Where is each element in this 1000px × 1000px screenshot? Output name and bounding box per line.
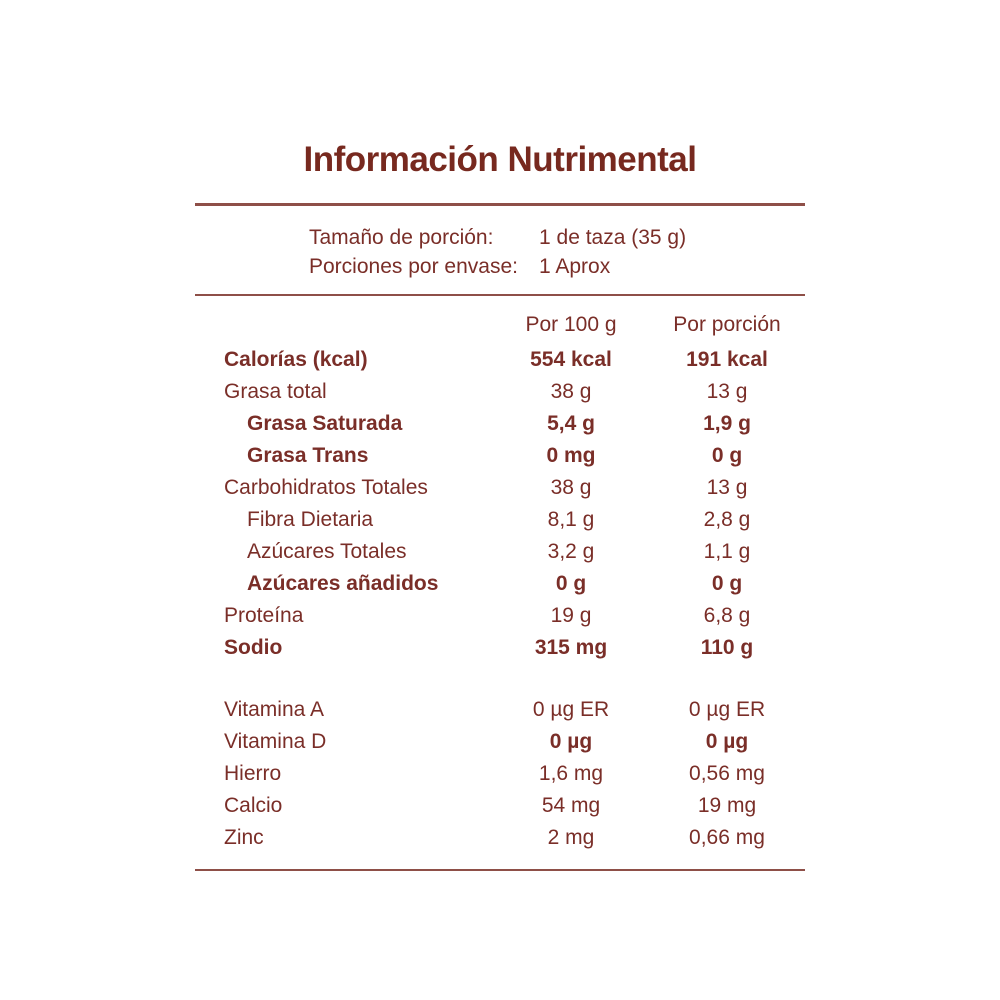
table-row	[195, 536, 805, 568]
nutrition-label	[195, 0, 805, 871]
row-label: Carbohidratos Totales	[224, 476, 428, 499]
page-title: Información Nutrimental	[303, 140, 697, 179]
row-value-per-100g: 54 mg	[541, 794, 601, 817]
serving-value: 1 Aprox	[539, 255, 611, 278]
row-value-per-100g: 8,1 g	[547, 508, 595, 531]
row-value-per-portion: 0 g	[711, 444, 743, 467]
row-value-per-100g: 554 kcal	[530, 348, 612, 371]
column-header-per-portion: Por porción	[673, 313, 781, 336]
serving-row	[309, 223, 805, 252]
header-spacer	[195, 309, 493, 341]
row-value-per-portion: 0 µg	[705, 730, 749, 753]
table-row	[195, 822, 805, 854]
table-row	[195, 504, 805, 536]
row-value-per-portion: 1,1 g	[703, 540, 751, 563]
table-row	[195, 600, 805, 632]
row-value-per-portion: 1,9 g	[703, 412, 751, 435]
serving-label: Porciones por envase:	[309, 255, 518, 278]
table-row	[195, 344, 805, 376]
serving-row	[309, 252, 805, 281]
row-label: Grasa total	[224, 380, 327, 403]
nutrition-table	[195, 309, 805, 854]
row-label: Hierro	[224, 762, 282, 785]
table-row	[195, 632, 805, 664]
row-value-per-100g: 1,6 mg	[538, 762, 604, 785]
table-row	[195, 376, 805, 408]
row-value-per-portion: 191 kcal	[686, 348, 768, 371]
serving-value: 1 de taza (35 g)	[539, 226, 687, 249]
table-row	[195, 790, 805, 822]
table-row	[195, 758, 805, 790]
row-value-per-portion: 110 g	[700, 636, 754, 659]
row-value-per-100g: 0 g	[555, 572, 587, 595]
row-value-per-100g: 38 g	[550, 476, 592, 499]
row-value-per-portion: 6,8 g	[703, 604, 751, 627]
table-header-row	[195, 309, 805, 341]
row-value-per-100g: 3,2 g	[547, 540, 595, 563]
table-row	[195, 694, 805, 726]
bottom-divider	[195, 869, 805, 871]
row-value-per-portion: 0 µg ER	[688, 698, 766, 721]
row-label: Fibra Dietaria	[247, 508, 374, 531]
row-label: Vitamina A	[224, 698, 325, 721]
serving-divider	[195, 294, 805, 296]
table-row	[195, 408, 805, 440]
row-value-per-portion: 19 mg	[697, 794, 757, 817]
serving-label: Tamaño de porción:	[309, 226, 494, 249]
row-value-per-portion: 0,66 mg	[689, 826, 765, 849]
row-value-per-portion: 13 g	[706, 380, 748, 403]
row-label: Zinc	[224, 826, 264, 849]
row-label: Calcio	[224, 794, 283, 817]
column-header-per-100g: Por 100 g	[525, 313, 617, 336]
macro-rows	[195, 344, 805, 664]
row-value-per-100g: 38 g	[550, 380, 592, 403]
row-label: Azúcares Totales	[247, 540, 407, 563]
row-label: Calorías (kcal)	[224, 348, 368, 371]
row-value-per-100g: 315 mg	[534, 636, 608, 659]
row-value-per-100g: 0 µg	[549, 730, 593, 753]
row-value-per-portion: 0,56 mg	[689, 762, 765, 785]
row-value-per-100g: 2 mg	[547, 826, 595, 849]
table-row	[195, 726, 805, 758]
row-label: Azúcares añadidos	[247, 572, 439, 595]
row-value-per-portion: 2,8 g	[703, 508, 751, 531]
table-row	[195, 568, 805, 600]
row-label: Proteína	[224, 604, 304, 627]
serving-info	[195, 206, 805, 294]
row-value-per-portion: 0 g	[711, 572, 743, 595]
row-value-per-100g: 5,4 g	[547, 412, 595, 435]
table-row	[195, 472, 805, 504]
row-label: Grasa Trans	[247, 444, 369, 467]
row-label: Grasa Saturada	[247, 412, 403, 435]
row-label: Vitamina D	[224, 730, 327, 753]
row-value-per-100g: 0 µg ER	[532, 698, 610, 721]
table-row	[195, 440, 805, 472]
row-value-per-100g: 0 mg	[546, 444, 596, 467]
row-label: Sodio	[224, 636, 283, 659]
row-value-per-portion: 13 g	[706, 476, 748, 499]
row-value-per-100g: 19 g	[550, 604, 592, 627]
micronutrient-rows	[195, 694, 805, 854]
